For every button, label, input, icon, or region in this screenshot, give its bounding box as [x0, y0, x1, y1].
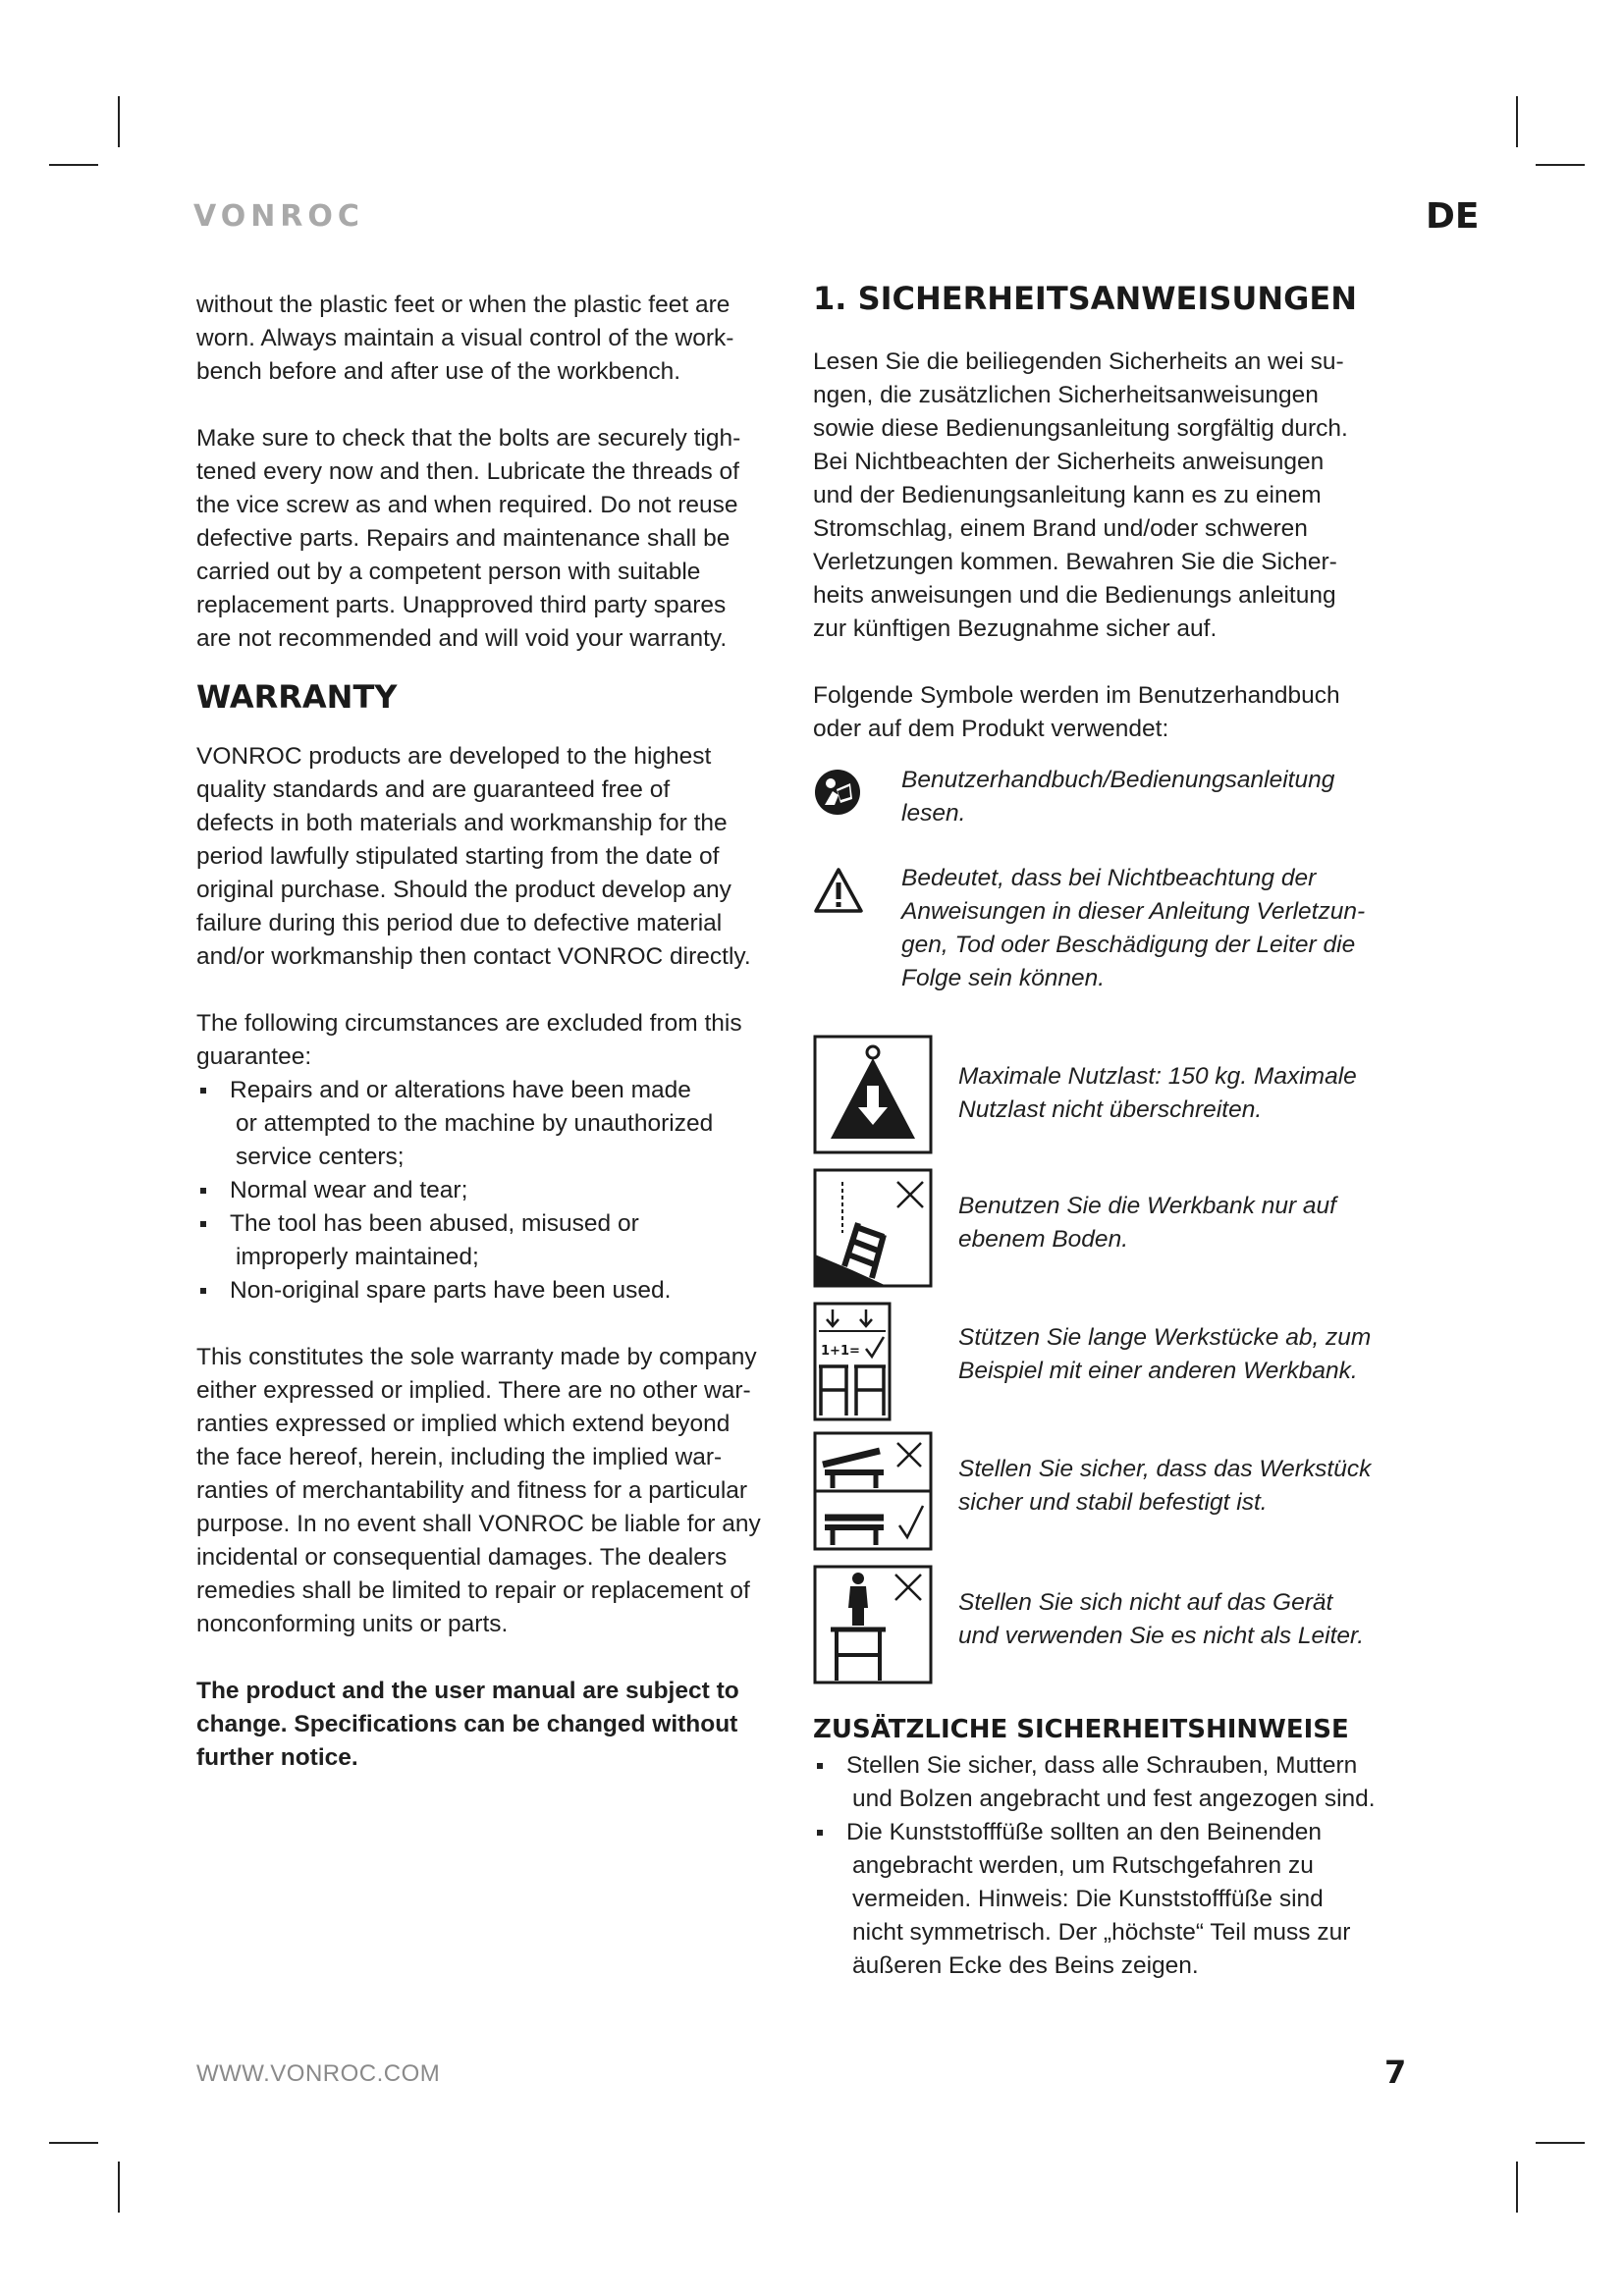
support-label: 1+1=	[821, 1344, 860, 1359]
symbol-description: Stützen Sie lange Werkstücke ab, zum Beispiel mit einer anderen Werkbank.	[958, 1324, 1372, 1384]
symbol-row	[813, 1302, 1422, 1421]
crop-mark	[49, 2142, 98, 2144]
list-item: Normal wear and tear;	[196, 1174, 800, 1207]
list-item: Stellen Sie sicher, dass alle Schrauben, Muttern und Bolzen angebracht und fest angezogen sind.	[813, 1749, 1422, 1816]
crop-mark	[1536, 164, 1585, 166]
list-item: The tool has been abused, misused or improperly maintained;	[196, 1207, 800, 1274]
support-workpiece-icon	[813, 1302, 892, 1421]
crop-mark	[1516, 2162, 1518, 2213]
section-heading: 1. SICHERHEITSANWEISUNGEN	[813, 280, 1358, 317]
secure-workpiece-icon	[813, 1431, 933, 1551]
symbol-row	[813, 764, 1422, 830]
symbol-description: Bedeutet, dass bei Nichtbeachtung der Anweisungen in dieser Anleitung Verletzun- gen, Tod oder Beschädigung der Leiter die Folge sein können.	[901, 865, 1366, 991]
maintenance-paragraph: Make sure to check that the bolts are securely tigh- tened every now and then. Lubricate the threads of the vice screw as and when required. Do not reuse defective parts. Repairs and maintenance shall be carried out by a competent person with suitable replacement parts. Unapproved third party spares are not recommended and will void your warranty.	[196, 425, 741, 652]
list-item: Die Kunststofffüße sollten an den Beinenden angebracht werden, um Rutschgefahren zu vermeiden. Hinweis: Die Kunststofffüße sind nicht symmetrisch. Der „höchste“ Teil muss zur äußeren Ecke des Beins zeigen.	[813, 1816, 1422, 1983]
intro-paragraph: without the plastic feet or when the plastic feet are worn. Always maintain a visual control of the work- bench before and after use of the workbench.	[196, 292, 734, 385]
symbol-row	[813, 1168, 1422, 1288]
language-code: DE	[1426, 196, 1480, 237]
warranty-heading: WARRANTY	[196, 678, 398, 716]
symbol-description: Benutzen Sie die Werkbank nur auf ebenem Boden.	[958, 1193, 1336, 1253]
symbol-row	[813, 1431, 1422, 1551]
safety-intro-paragraph: Lesen Sie die beiliegenden Sicherheits an wei su- ngen, die zusätzlichen Sicherheitsanweisungen sowie diese Bedienungsanleitung sorgfältig durch. Bei Nichtbeachten der Sicherheits anweisungen und der Bedienungsanleitung kann es zu einem Stromschlag, einem Brand und/oder schweren Verletzungen kommen. Bewahren Sie die Sicher- heits anweisungen und die Bedienungs anleitung zur künftigen Bezugnahme sicher auf.	[813, 348, 1348, 642]
warranty-paragraph: VONROC products are developed to the highest quality standards and are guaranteed free of defects in both materials and workmanship for the period lawfully stipulated starting from the date of original purchase. Should the product develop any failure during this period due to defective material and/or workmanship then contact VONROC directly.	[196, 743, 751, 970]
level-ground-icon	[813, 1168, 933, 1288]
list-item: Non-original spare parts have been used.	[196, 1274, 800, 1308]
symbol-row	[813, 1565, 1422, 1684]
symbol-description: Benutzerhandbuch/Bedienungsanleitung lesen.	[901, 767, 1335, 827]
additional-safety-heading: ZUSÄTZLICHE SICHERHEITSHINWEISE	[813, 1715, 1349, 1744]
crop-mark	[118, 96, 120, 147]
max-load-icon	[813, 1035, 933, 1154]
right-column	[813, 277, 1422, 1983]
footer-url: WWW.VONROC.COM	[196, 2060, 441, 2087]
symbol-row	[813, 862, 1422, 995]
exclusions-intro: The following circumstances are excluded from this guarantee:	[196, 1010, 742, 1070]
no-standing-icon	[813, 1565, 933, 1684]
crop-mark	[118, 2162, 120, 2213]
left-column	[196, 289, 800, 1775]
symbol-description: Maximale Nutzlast: 150 kg. Maximale Nutzlast nicht überschreiten.	[958, 1063, 1357, 1123]
crop-mark	[49, 164, 98, 166]
change-notice: The product and the user manual are subject to change. Specifications can be changed without further notice.	[196, 1678, 739, 1771]
symbols-intro: Folgende Symbole werden im Benutzerhandbuch oder auf dem Produkt verwendet:	[813, 682, 1340, 742]
read-manual-icon	[813, 768, 862, 817]
crop-mark	[1516, 96, 1518, 147]
symbol-description: Stellen Sie sich nicht auf das Gerät und verwenden Sie es nicht als Leiter.	[958, 1589, 1365, 1649]
warning-triangle-icon	[813, 866, 864, 915]
crop-mark	[1536, 2142, 1585, 2144]
brand-logo: VONROC	[193, 199, 364, 234]
list-item: Repairs and or alterations have been made or attempted to the machine by unauthorized service centers;	[196, 1074, 800, 1174]
symbol-row	[813, 1035, 1422, 1154]
page-number: 7	[1384, 2054, 1407, 2091]
symbol-description: Stellen Sie sicher, dass das Werkstück sicher und stabil befestigt ist.	[958, 1456, 1372, 1516]
additional-safety-list	[813, 1749, 1422, 1983]
exclusions-list	[196, 1074, 800, 1308]
sole-warranty-paragraph: This constitutes the sole warranty made by company either expressed or implied. There are no other war- ranties expressed or implied which extend beyond the face hereof, herein, including the implied war- ranties of merchantability and fitness for a particular purpose. In no event shall VONROC be liable for any incidental or consequential damages. The dealers remedies shall be limited to repair or replacement of nonconforming units or parts.	[196, 1344, 761, 1637]
